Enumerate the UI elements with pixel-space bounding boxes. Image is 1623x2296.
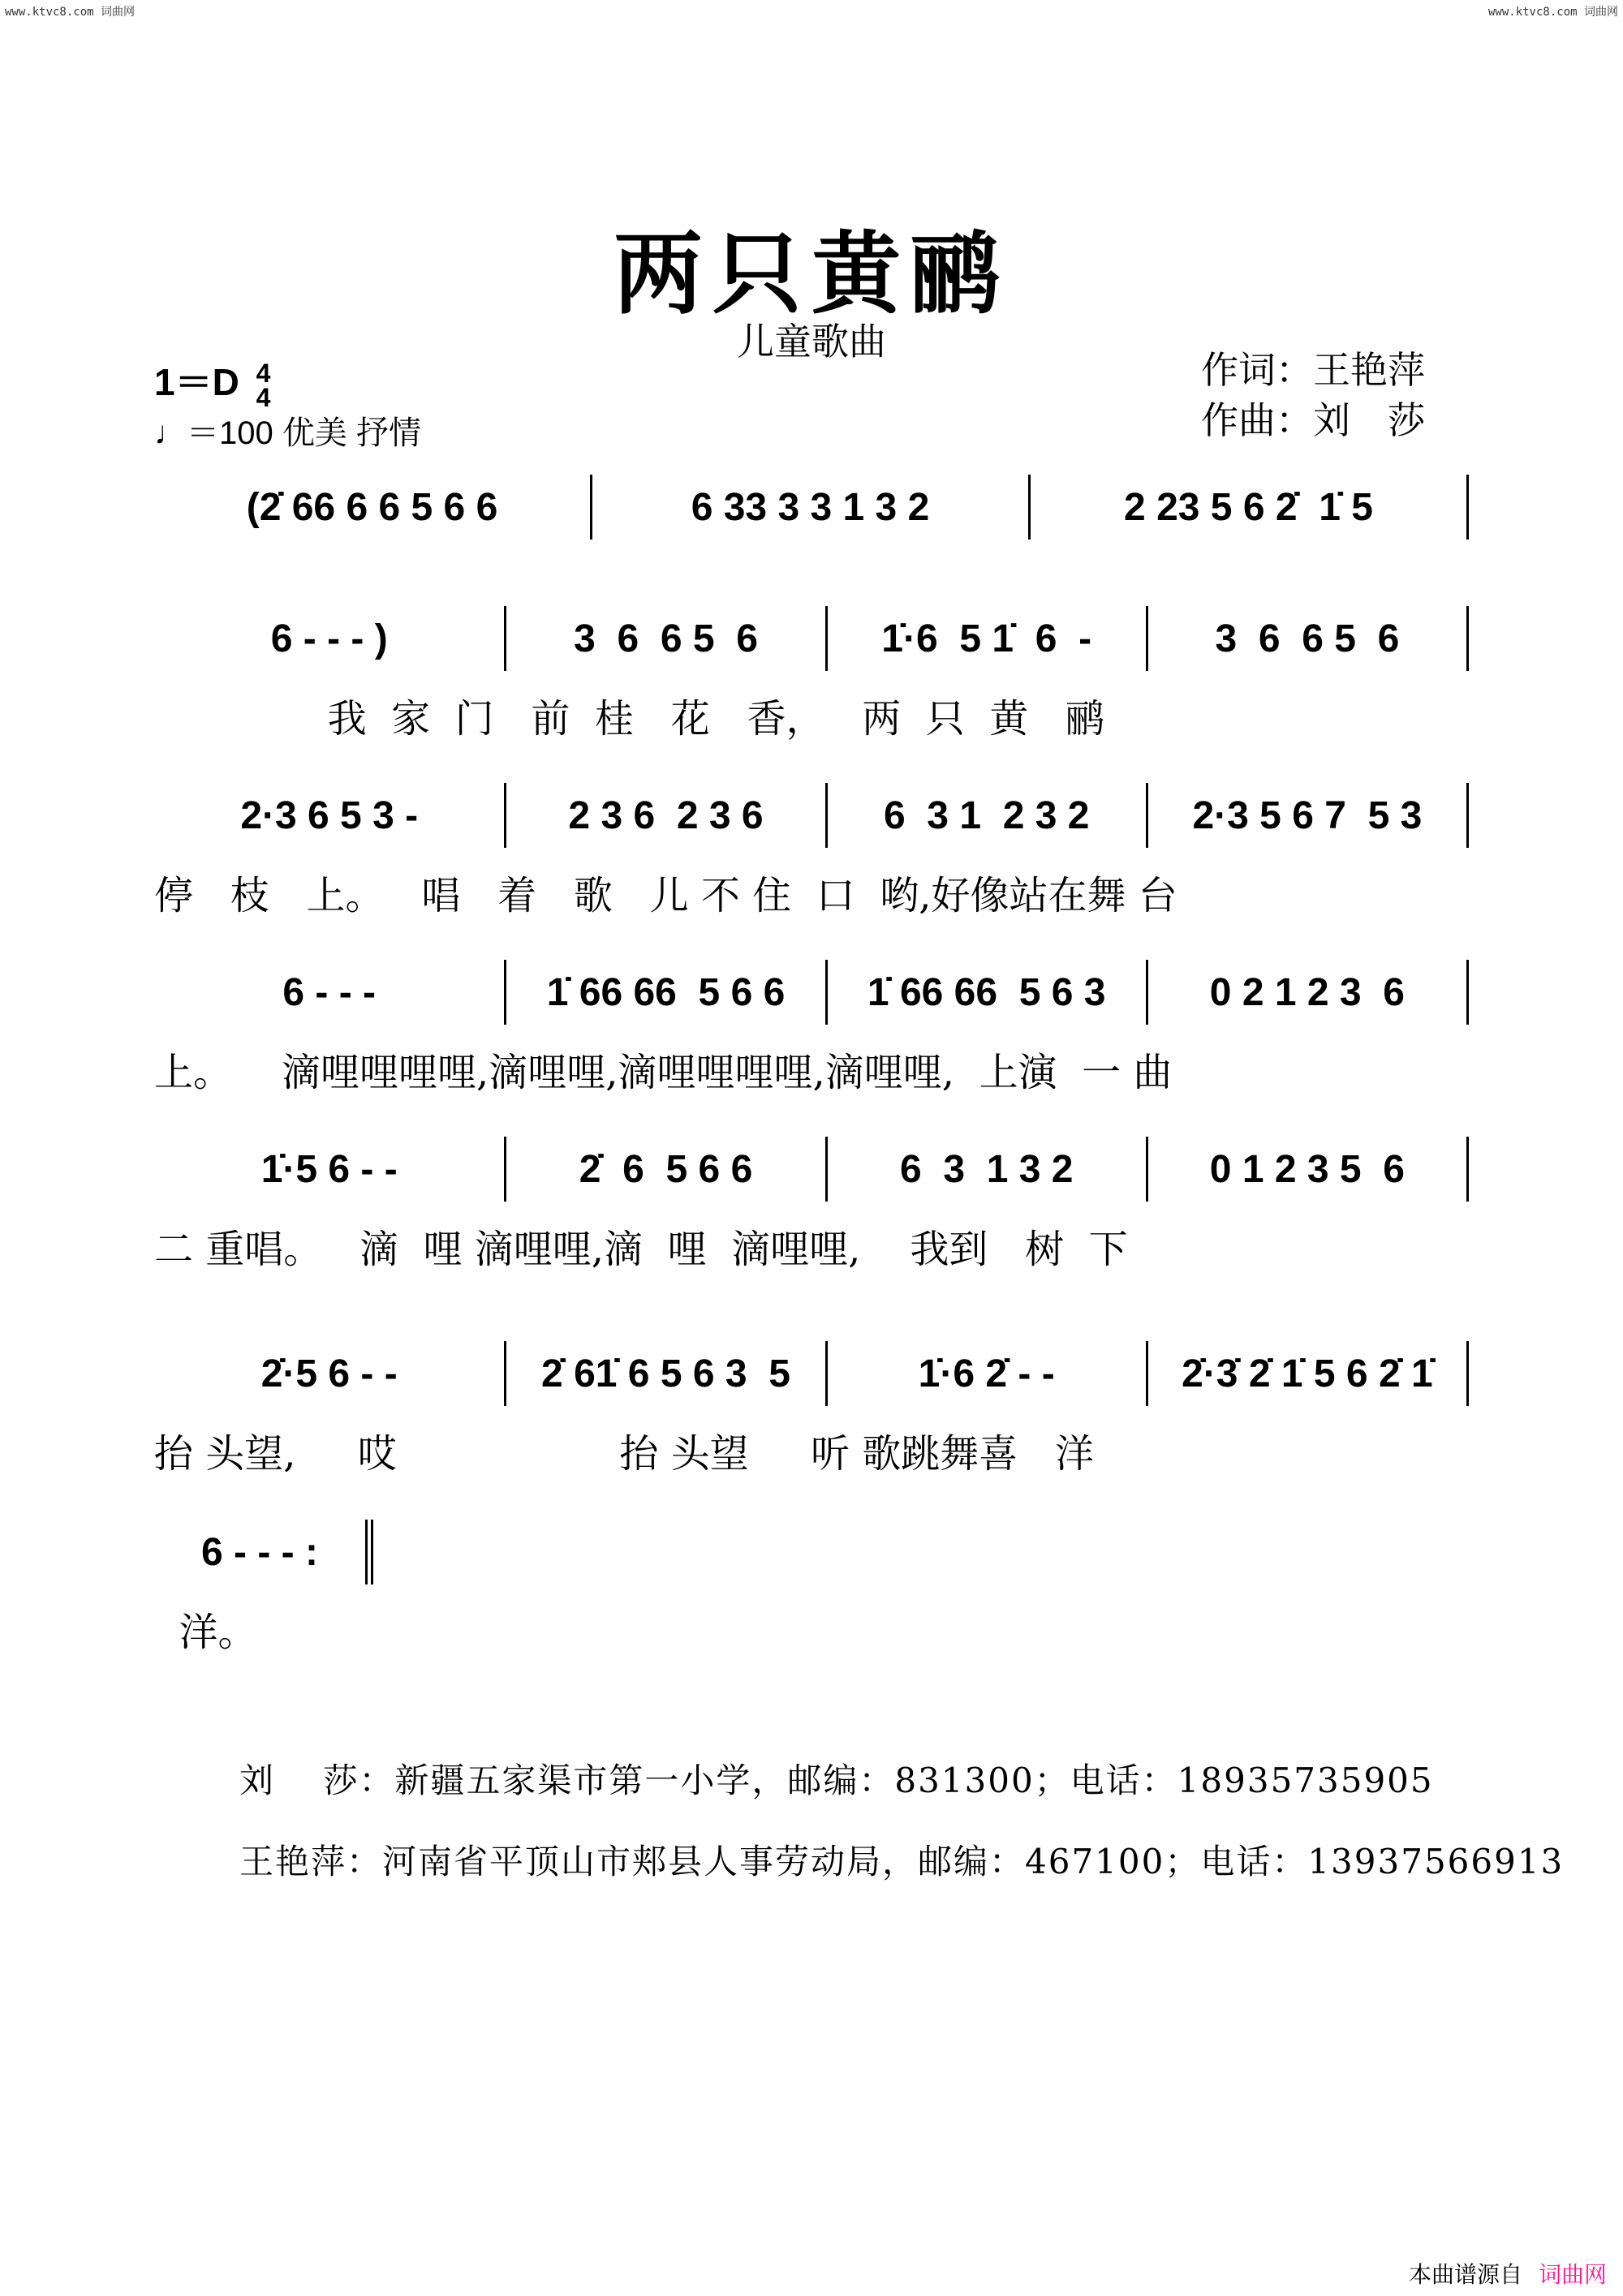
time-top: 4 <box>256 358 271 388</box>
measure: (2̇ 66 6 6 5 6 6 <box>154 475 592 540</box>
measure: 2 3 6 2 3 6 <box>506 783 827 848</box>
credits <box>1201 345 1425 445</box>
score-line <box>154 783 1469 848</box>
source-credit <box>1409 2257 1607 2290</box>
watermark-right: www.ktvc8.com 词曲网 <box>1487 6 1618 19</box>
measure: 1̇ 66 66 5 6 3 <box>828 960 1148 1025</box>
contact-line: 刘 莎：新疆五家渠市第一小学，邮编：831300；电话：18935735905 <box>239 1761 1434 1800</box>
measure: 6 33 3 3 1 3 2 <box>592 475 1031 540</box>
score-line <box>154 1341 1469 1406</box>
measure: 2̇ 61̇ 6 5 6 3 5 <box>506 1341 827 1406</box>
song-title: 两只黄鹂 <box>613 221 1010 326</box>
lyric-line: 二 重唱。 滴 哩 滴哩哩,滴 哩 滴哩哩, 我到 树 下 <box>154 1227 1128 1272</box>
score-line <box>154 1137 1469 1202</box>
measure: 2̇·3̇ 2̇ 1̇ 5 6 2̇ 1̇ <box>1148 1341 1469 1406</box>
measure: 6 - - - : <box>154 1520 373 1584</box>
lyric-line: 抬 头望, 哎 抬 头望 听 歌跳舞喜 洋 <box>154 1431 1095 1477</box>
time-signature <box>256 358 271 412</box>
time-bottom: 4 <box>256 382 271 412</box>
song-subtitle: 儿童歌曲 <box>737 320 886 363</box>
measure: 2̇ 6 5 6 6 <box>506 1137 827 1202</box>
key-label: 1＝D <box>154 361 239 403</box>
lyric-line: 我 家 门 前 桂 花 香， 两 只 黄 鹂 <box>154 696 1105 742</box>
score-line <box>154 960 1469 1025</box>
watermark-left: www.ktvc8.com 词曲网 <box>5 6 136 19</box>
measure: 6 - - - ) <box>154 606 506 671</box>
measure: 2̇·5 6 - - <box>154 1341 506 1406</box>
measure: 3 6 6 5 6 <box>506 606 827 671</box>
contact-line: 王艳萍：河南省平顶山市郏县人事劳动局，邮编：467100；电话：13937566913 <box>239 1842 1565 1881</box>
lyric-line: 上。 滴哩哩哩哩,滴哩哩,滴哩哩哩哩,滴哩哩, 上演 一 曲 <box>154 1050 1173 1095</box>
source-brand: 词曲网 <box>1538 2261 1607 2288</box>
lyric-line: 停 枝 上。 唱 着 歌 儿 不 住 口 哟,好像站在舞 台 <box>154 873 1177 918</box>
measure: 1̇·6 2̇ - - <box>828 1341 1148 1406</box>
measure: 2·3 6 5 3 - <box>154 783 506 848</box>
measure: 6 3 1 3 2 <box>828 1137 1148 1202</box>
source-text: 本曲谱源自 <box>1408 2261 1522 2288</box>
measure: 1̇·5 6 - - <box>154 1137 506 1202</box>
score-line <box>154 475 1469 540</box>
measure: 6 - - - <box>154 960 506 1025</box>
measure: 1̇·6 5 1̇ 6 - <box>828 606 1148 671</box>
measure: 0 1 2 3 5 6 <box>1148 1137 1469 1202</box>
measure: 2 23 5 6 2̇ 1̇ 5 <box>1031 475 1469 540</box>
lyricist: 作词：王艳萍 <box>1201 348 1425 392</box>
composer: 作曲：刘 莎 <box>1201 398 1425 442</box>
lyric-line: 洋。 <box>154 1610 257 1655</box>
measure: 3 6 6 5 6 <box>1148 606 1469 671</box>
tempo-marking: ♩＝100 优美 抒情 <box>154 415 421 451</box>
measure: 0 2 1 2 3 6 <box>1148 960 1469 1025</box>
score-line <box>154 606 1469 671</box>
score-line <box>154 1520 373 1584</box>
key-signature <box>154 353 270 410</box>
measure: 1̇ 66 66 5 6 6 <box>506 960 827 1025</box>
measure: 6 3 1 2 3 2 <box>828 783 1148 848</box>
measure: 2·3 5 6 7 5 3 <box>1148 783 1469 848</box>
